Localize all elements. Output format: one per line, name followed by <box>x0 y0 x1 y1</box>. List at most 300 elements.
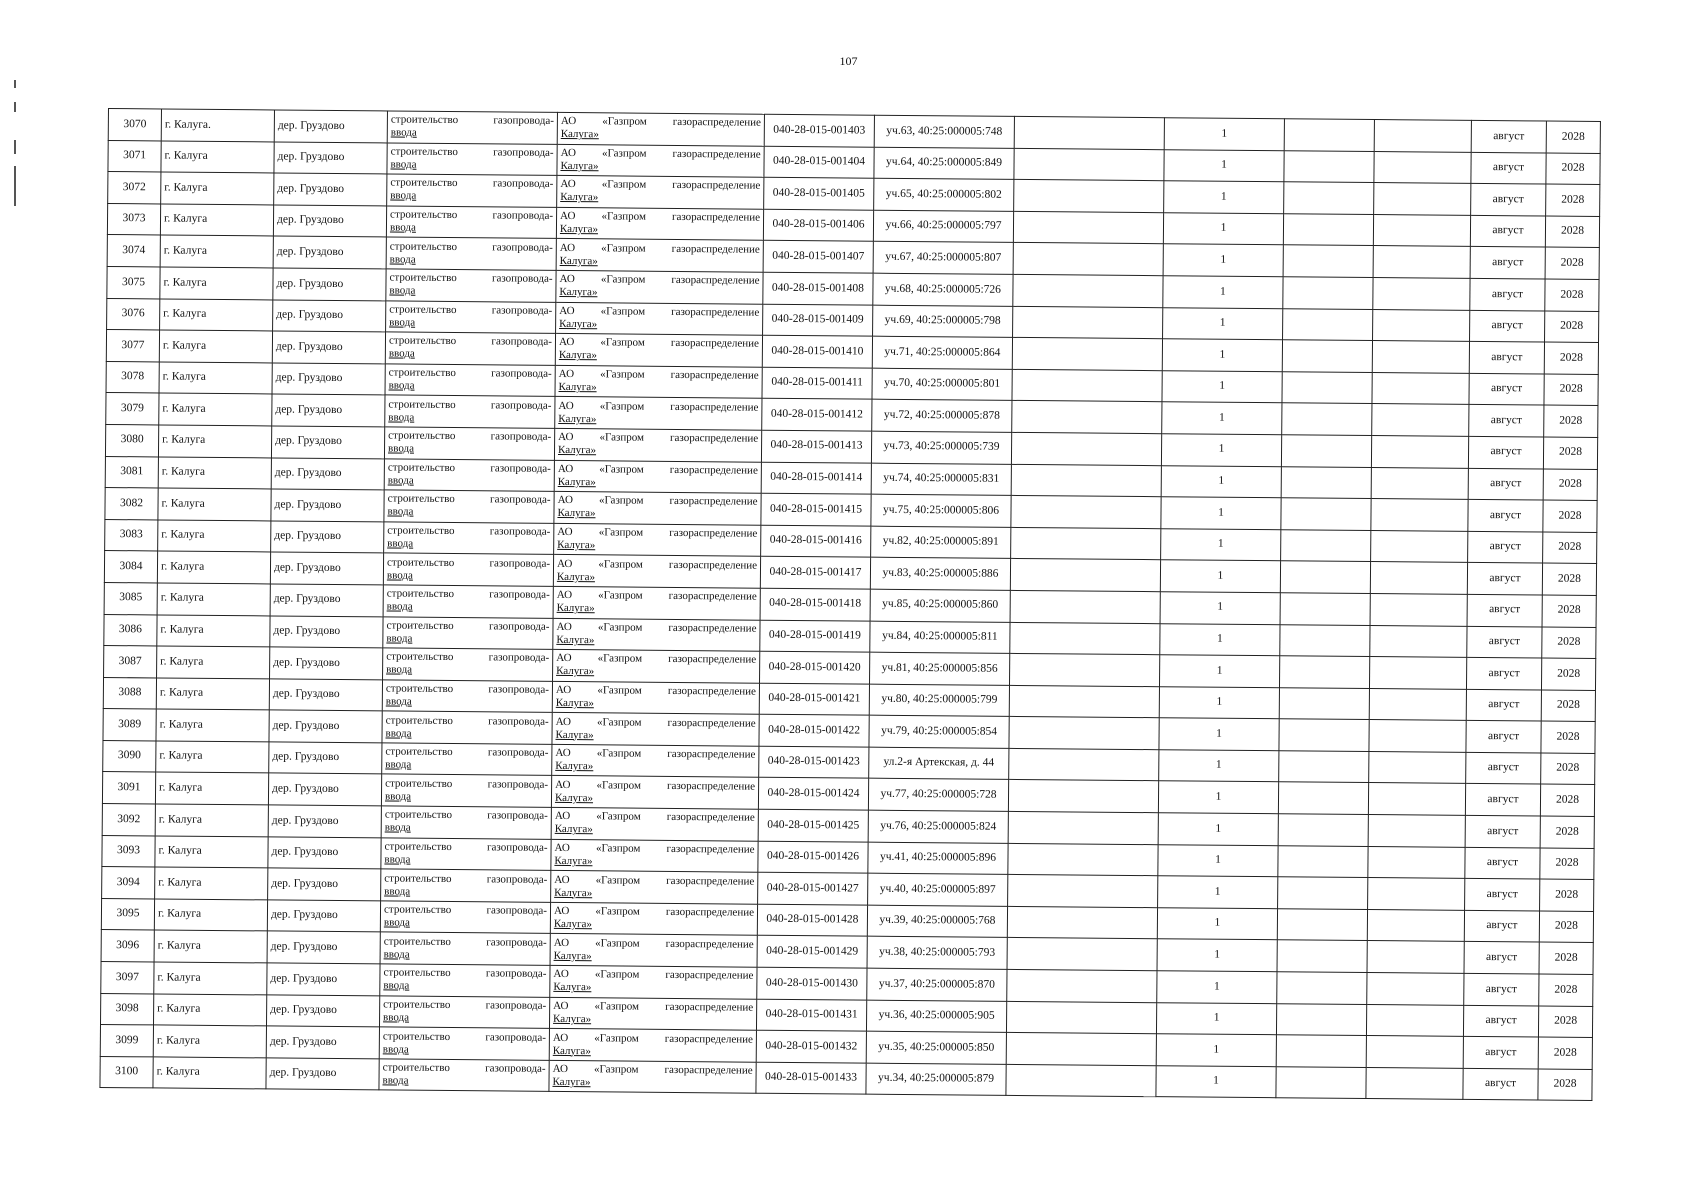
work-type-cell <box>386 269 556 302</box>
empty-cell <box>1283 277 1373 309</box>
month-cell: август <box>1465 847 1540 879</box>
locality-cell: дер. Груздово <box>268 837 381 870</box>
empty-cell <box>1373 246 1470 278</box>
cadastre-cell: уч.82, 40:25:000005:891 <box>871 526 1011 559</box>
owner-word-2: «Газпром <box>597 715 642 729</box>
empty-cell <box>1368 846 1465 878</box>
owner-word-3: газораспределение <box>672 116 761 129</box>
locality-cell: дер. Груздово <box>266 995 379 1028</box>
empty-cell <box>1010 559 1160 592</box>
work-type-cell <box>387 143 557 176</box>
work-type-cell <box>380 901 550 934</box>
work-type-word-1: строительство <box>387 524 455 538</box>
year-cell: 2028 <box>1546 153 1600 185</box>
work-type-word-2: газопровода- <box>490 462 551 475</box>
month-cell: август <box>1471 184 1546 216</box>
month-cell: август <box>1466 721 1541 753</box>
year-cell: 2028 <box>1539 911 1593 943</box>
quantity-cell: 1 <box>1161 528 1281 561</box>
work-type-word-3: ввода <box>382 1074 409 1087</box>
object-code-cell: 040-28-015-001407 <box>763 241 873 274</box>
row-number: 3078 <box>106 361 159 393</box>
cadastre-cell: уч.39, 40:25:000005:768 <box>867 905 1007 938</box>
locality-cell: дер. Груздово <box>274 110 387 143</box>
owner-word-2: «Газпром <box>599 463 644 476</box>
month-cell: август <box>1464 973 1539 1005</box>
owner-word-1: АО <box>557 462 574 475</box>
row-number: 3081 <box>105 456 158 488</box>
locality-cell: дер. Груздово <box>269 679 382 712</box>
owner-word-2: «Газпром <box>600 305 646 318</box>
owner-word-3: газораспределение <box>671 211 761 224</box>
quantity-cell: 1 <box>1161 497 1281 530</box>
work-type-word-2: газопровода- <box>485 1062 546 1075</box>
owner-word-1: АО <box>559 304 575 317</box>
work-type-word-3: ввода <box>388 379 415 392</box>
empty-cell <box>1011 432 1161 465</box>
work-type-word-1: строительство <box>390 113 459 127</box>
work-type-word-1: строительство <box>385 714 453 727</box>
work-type-word-1: строительство <box>388 334 457 348</box>
quantity-cell: 1 <box>1164 181 1284 214</box>
city-cell: г. Калуга <box>160 267 273 300</box>
owner-word-1: АО <box>560 178 576 191</box>
work-type-word-3: ввода <box>385 695 412 708</box>
year-cell: 2028 <box>1540 848 1594 880</box>
locality-cell: дер. Груздово <box>272 363 385 396</box>
work-type-word-1: строительство <box>382 1061 450 1075</box>
month-cell: август <box>1466 752 1541 784</box>
locality-cell: дер. Груздово <box>267 900 380 933</box>
owner-word-3: газораспределение <box>665 1000 754 1014</box>
owner-word-4: Калуга» <box>554 886 593 899</box>
cadastre-cell: уч.41, 40:25:000005:896 <box>868 842 1008 875</box>
owner-word-2: «Газпром <box>599 399 645 413</box>
quantity-cell: 1 <box>1158 876 1278 909</box>
owner-word-3: газораспределение <box>668 621 757 635</box>
owner-cell <box>553 586 760 619</box>
owner-word-4: Калуга» <box>555 696 594 710</box>
owner-word-1: АО <box>556 557 573 570</box>
locality-cell: дер. Груздово <box>271 457 384 490</box>
month-cell: август <box>1466 657 1541 689</box>
city-cell: г. Калуга <box>157 614 270 647</box>
empty-cell <box>1014 180 1164 213</box>
city-cell: г. Калуга <box>161 141 274 174</box>
year-cell: 2028 <box>1545 279 1599 311</box>
year-cell: 2028 <box>1546 184 1600 216</box>
object-code-cell: 040-28-015-001424 <box>758 778 868 811</box>
owner-word-3: газораспределение <box>669 463 758 477</box>
row-number: 3073 <box>107 203 160 235</box>
city-cell: г. Калуга <box>153 1057 266 1090</box>
quantity-cell: 1 <box>1156 1065 1276 1098</box>
city-cell: г. Калуга <box>160 235 273 268</box>
locality-cell: дер. Груздово <box>273 300 386 333</box>
owner-cell <box>552 681 759 714</box>
object-code-cell: 040-28-015-001428 <box>757 904 867 937</box>
work-type-word-1: строительство <box>389 271 457 285</box>
year-cell: 2028 <box>1538 1037 1592 1069</box>
year-cell: 2028 <box>1539 942 1593 974</box>
owner-cell <box>554 492 761 525</box>
locality-cell: дер. Груздово <box>274 173 387 206</box>
owner-word-1: АО <box>559 241 576 254</box>
work-type-word-2: газопровода- <box>493 146 554 159</box>
work-type-word-3: ввода <box>384 821 411 835</box>
object-code-cell: 040-28-015-001430 <box>757 967 867 1000</box>
owner-word-1: АО <box>558 431 574 444</box>
city-cell: г. Калуга <box>155 836 268 869</box>
work-type-word-3: ввода <box>388 411 415 424</box>
work-type-word-2: газопровода- <box>486 936 547 949</box>
work-type-word-3: ввода <box>389 221 417 234</box>
owner-word-1: АО <box>555 778 571 791</box>
owner-word-2: «Газпром <box>594 968 640 981</box>
locality-cell: дер. Груздово <box>271 426 384 459</box>
empty-cell <box>1284 182 1374 214</box>
object-code-cell: 040-28-015-001410 <box>762 335 872 368</box>
year-cell: 2028 <box>1543 437 1597 469</box>
quantity-cell: 1 <box>1159 686 1279 719</box>
work-type-word-3: ввода <box>386 600 413 613</box>
locality-cell: дер. Груздово <box>270 552 383 585</box>
quantity-cell: 1 <box>1156 1002 1276 1035</box>
owner-word-3: газораспределение <box>668 558 758 572</box>
month-cell: август <box>1470 215 1545 247</box>
object-code-cell: 040-28-015-001432 <box>756 1030 866 1063</box>
cadastre-cell: уч.75, 40:25:000005:806 <box>871 494 1011 527</box>
row-number: 3088 <box>103 677 156 709</box>
work-type-word-3: ввода <box>386 569 413 582</box>
empty-cell <box>1367 973 1464 1005</box>
object-code-cell: 040-28-015-001419 <box>760 620 870 653</box>
object-code-cell: 040-28-015-001415 <box>761 493 871 526</box>
owner-word-1: АО <box>559 273 575 286</box>
quantity-cell: 1 <box>1161 434 1281 467</box>
object-code-cell: 040-28-015-001431 <box>756 999 866 1032</box>
owner-word-2: «Газпром <box>597 684 642 697</box>
empty-cell <box>1369 720 1466 752</box>
owner-word-3: газораспределение <box>671 274 760 287</box>
empty-cell <box>1009 748 1159 781</box>
owner-cell <box>551 839 758 872</box>
empty-cell <box>1373 278 1470 310</box>
owner-word-3: газораспределение <box>669 495 758 509</box>
object-code-cell: 040-28-015-001414 <box>761 462 871 495</box>
object-code-cell: 040-28-015-001422 <box>759 714 869 747</box>
work-type-word-1: строительство <box>385 777 453 790</box>
work-type-word-3: ввода <box>383 979 410 992</box>
registry-table <box>99 108 1600 1101</box>
empty-cell <box>1371 530 1468 562</box>
work-type-word-1: строительство <box>386 556 455 569</box>
work-type-cell <box>379 1059 549 1092</box>
owner-word-2: «Газпром <box>597 621 643 634</box>
work-type-word-3: ввода <box>387 442 415 455</box>
object-code-cell: 040-28-015-001429 <box>757 936 867 969</box>
cadastre-cell: уч.80, 40:25:000005:799 <box>869 684 1009 717</box>
year-cell: 2028 <box>1539 974 1593 1006</box>
empty-cell <box>1276 1067 1366 1099</box>
year-cell: 2028 <box>1542 595 1596 627</box>
owner-word-2: «Газпром <box>598 557 643 571</box>
empty-cell <box>1283 245 1373 277</box>
owner-word-3: газораспределение <box>668 653 757 667</box>
owner-cell <box>552 713 759 746</box>
cadastre-cell: уч.74, 40:25:000005:831 <box>871 463 1011 496</box>
quantity-cell: 1 <box>1157 908 1277 941</box>
owner-cell <box>549 1029 756 1062</box>
year-cell: 2028 <box>1542 627 1596 659</box>
cadastre-cell: уч.73, 40:25:000005:739 <box>871 431 1011 464</box>
owner-word-4: Калуга» <box>554 791 594 805</box>
owner-cell <box>554 460 761 493</box>
owner-word-1: АО <box>553 905 570 918</box>
empty-cell <box>1278 814 1368 846</box>
object-code-cell: 040-28-015-001405 <box>764 177 874 210</box>
year-cell: 2028 <box>1543 532 1597 564</box>
year-cell: 2028 <box>1545 216 1599 248</box>
owner-word-1: АО <box>557 494 573 507</box>
month-cell: август <box>1467 594 1542 626</box>
quantity-cell: 1 <box>1164 118 1284 151</box>
empty-cell <box>1011 496 1161 529</box>
year-cell: 2028 <box>1541 753 1595 785</box>
cadastre-cell: уч.68, 40:25:000005:726 <box>873 273 1013 306</box>
work-type-cell <box>387 111 557 144</box>
work-type-word-1: строительство <box>390 145 458 158</box>
owner-cell <box>552 744 759 777</box>
cadastre-cell: уч.63, 40:25:000005:748 <box>874 115 1014 148</box>
empty-cell <box>1371 499 1468 531</box>
owner-word-3: газораспределение <box>667 716 756 730</box>
city-cell: г. Калуга <box>154 930 267 963</box>
owner-word-3: газораспределение <box>664 1064 753 1077</box>
locality-cell: дер. Груздово <box>270 584 383 617</box>
work-type-word-2: газопровода- <box>485 1030 546 1044</box>
owner-word-1: АО <box>552 1031 569 1044</box>
empty-cell <box>1282 340 1372 372</box>
locality-cell: дер. Груздово <box>270 647 383 680</box>
city-cell: г. Калуга <box>158 456 271 489</box>
owner-word-4: Калуга» <box>553 918 593 931</box>
work-type-cell <box>383 553 553 586</box>
work-type-word-2: газопровода- <box>488 620 550 633</box>
owner-word-2: «Газпром <box>593 1063 639 1076</box>
work-type-cell <box>382 743 552 776</box>
empty-cell <box>1009 653 1159 686</box>
owner-word-3: газораспределение <box>666 811 755 825</box>
owner-word-2: «Газпром <box>595 905 640 918</box>
row-number: 3094 <box>102 867 155 899</box>
owner-word-3: газораспределение <box>670 337 760 351</box>
owner-cell <box>550 934 757 967</box>
locality-cell: дер. Груздово <box>274 142 387 175</box>
owner-word-4: Калуга» <box>560 128 599 141</box>
locality-cell: дер. Груздово <box>266 1026 379 1059</box>
work-type-word-3: ввода <box>390 126 417 139</box>
empty-cell <box>1369 688 1466 720</box>
quantity-cell: 1 <box>1163 307 1283 340</box>
month-cell: август <box>1463 1068 1538 1100</box>
owner-word-4: Калуга» <box>560 159 599 173</box>
owner-word-1: АО <box>552 1063 569 1076</box>
row-number: 3087 <box>104 646 157 678</box>
owner-word-1: АО <box>555 683 572 697</box>
year-cell: 2028 <box>1540 784 1594 816</box>
month-cell: август <box>1468 468 1543 500</box>
owner-cell <box>551 807 758 840</box>
owner-word-3: газораспределение <box>665 937 754 951</box>
month-cell: август <box>1464 942 1539 974</box>
month-cell: август <box>1470 278 1545 310</box>
row-number: 3076 <box>107 298 160 330</box>
work-type-word-1: строительство <box>386 587 455 601</box>
object-code-cell: 040-28-015-001433 <box>756 1062 866 1095</box>
city-cell: г. Калуга. <box>161 109 274 142</box>
cadastre-cell: уч.35, 40:25:000005:850 <box>866 1031 1006 1064</box>
empty-cell <box>1279 687 1369 719</box>
owner-cell <box>557 112 764 145</box>
owner-word-3: газораспределение <box>666 842 755 856</box>
empty-cell <box>1276 1035 1366 1067</box>
empty-cell <box>1277 940 1367 972</box>
work-type-word-2: газопровода- <box>491 272 553 286</box>
empty-cell <box>1009 717 1159 750</box>
work-type-word-2: газопровода- <box>490 398 552 412</box>
owner-word-2: «Газпром <box>594 1000 640 1013</box>
owner-word-4: Калуга» <box>558 412 597 425</box>
work-type-cell <box>382 711 552 744</box>
empty-cell <box>1369 657 1466 689</box>
locality-cell: дер. Груздово <box>273 268 386 301</box>
owner-word-3: газораспределение <box>666 874 755 888</box>
empty-cell <box>1012 369 1162 402</box>
object-code-cell: 040-28-015-001412 <box>762 399 872 432</box>
work-type-word-3: ввода <box>384 853 411 866</box>
quantity-cell: 1 <box>1163 212 1283 245</box>
row-number: 3070 <box>108 109 161 141</box>
owner-cell <box>556 302 763 335</box>
quantity-cell: 1 <box>1157 939 1277 972</box>
cadastre-cell: уч.36, 40:25:000005:905 <box>866 1000 1006 1033</box>
work-type-word-2: газопровода- <box>486 904 548 918</box>
month-cell: август <box>1469 342 1544 374</box>
work-type-word-2: газопровода- <box>491 304 553 317</box>
year-cell: 2028 <box>1546 121 1600 153</box>
object-code-cell: 040-28-015-001420 <box>760 651 870 684</box>
city-cell: г. Калуга <box>158 520 271 553</box>
year-cell: 2028 <box>1541 690 1595 722</box>
quantity-cell: 1 <box>1158 781 1278 814</box>
row-number: 3086 <box>104 614 157 646</box>
owner-word-2: «Газпром <box>596 810 641 824</box>
empty-cell <box>1284 119 1374 151</box>
empty-cell <box>1008 780 1158 813</box>
work-type-cell <box>381 806 551 839</box>
object-code-cell: 040-28-015-001427 <box>758 872 868 905</box>
cadastre-cell: уч.71, 40:25:000005:864 <box>872 336 1012 369</box>
work-type-word-2: газопровода- <box>492 177 554 191</box>
work-type-word-2: газопровода- <box>488 651 550 665</box>
work-type-word-1: строительство <box>384 871 452 885</box>
empty-cell <box>1281 435 1371 467</box>
work-type-cell <box>385 332 555 365</box>
owner-word-2: «Газпром <box>595 937 640 950</box>
quantity-cell: 1 <box>1161 465 1281 498</box>
owner-word-3: газораспределение <box>670 400 759 414</box>
empty-cell <box>1282 403 1372 435</box>
object-code-cell: 040-28-015-001413 <box>761 430 871 463</box>
work-type-word-1: строительство <box>389 240 458 253</box>
city-cell: г. Калуга <box>156 678 269 711</box>
owner-word-4: Калуга» <box>555 760 594 773</box>
owner-word-3: газораспределение <box>667 684 756 698</box>
locality-cell: дер. Груздово <box>272 331 385 364</box>
empty-cell <box>1366 1036 1463 1068</box>
city-cell: г. Калуга <box>160 204 273 237</box>
owner-word-3: газораспределение <box>667 748 756 761</box>
work-type-cell <box>379 1027 549 1060</box>
cadastre-cell: уч.37, 40:25:000005:870 <box>867 968 1007 1001</box>
cadastre-cell: уч.76, 40:25:000005:824 <box>868 810 1008 843</box>
owner-word-4: Калуга» <box>553 981 592 994</box>
owner-word-1: АО <box>553 968 569 981</box>
empty-cell <box>1278 845 1368 877</box>
quantity-cell: 1 <box>1159 655 1279 688</box>
work-type-word-1: строительство <box>388 366 456 380</box>
locality-cell: дер. Груздово <box>271 489 384 522</box>
row-number: 3072 <box>108 172 161 204</box>
owner-cell <box>557 176 764 209</box>
owner-word-3: газораспределение <box>668 590 757 603</box>
owner-word-4: Калуга» <box>557 507 596 520</box>
owner-word-1: АО <box>558 336 575 349</box>
locality-cell: дер. Груздово <box>268 773 381 806</box>
cadastre-cell: уч.40, 40:25:000005:897 <box>868 873 1008 906</box>
cadastre-cell: уч.83, 40:25:000005:886 <box>870 557 1010 590</box>
work-type-cell <box>381 869 551 902</box>
work-type-word-1: строительство <box>390 208 458 222</box>
month-cell: август <box>1463 1037 1538 1069</box>
locality-cell: дер. Груздово <box>267 963 380 996</box>
work-type-word-3: ввода <box>383 916 410 929</box>
empty-cell <box>1013 211 1163 244</box>
month-cell: август <box>1463 1005 1538 1037</box>
owner-cell <box>553 649 760 682</box>
work-type-cell <box>385 395 555 428</box>
work-type-word-2: газопровода- <box>488 683 549 696</box>
object-code-cell: 040-28-015-001423 <box>759 746 869 779</box>
owner-word-2: «Газпром <box>600 368 645 381</box>
owner-word-4: Калуга» <box>552 1076 591 1089</box>
cadastre-cell: уч.72, 40:25:000005:878 <box>872 400 1012 433</box>
empty-cell <box>1366 1004 1463 1036</box>
object-code-cell: 040-28-015-001409 <box>763 304 873 337</box>
year-cell: 2028 <box>1540 816 1594 848</box>
city-cell: г. Калуга <box>159 330 272 363</box>
owner-cell <box>556 239 763 272</box>
cadastre-cell: уч.34, 40:25:000005:879 <box>866 1063 1006 1096</box>
work-type-word-1: строительство <box>385 745 453 759</box>
owner-word-4: Калуга» <box>554 823 593 836</box>
empty-cell <box>1280 624 1370 656</box>
owner-word-1: АО <box>555 715 572 728</box>
empty-cell <box>1280 593 1370 625</box>
month-cell: август <box>1470 247 1545 279</box>
quantity-cell: 1 <box>1163 244 1283 277</box>
